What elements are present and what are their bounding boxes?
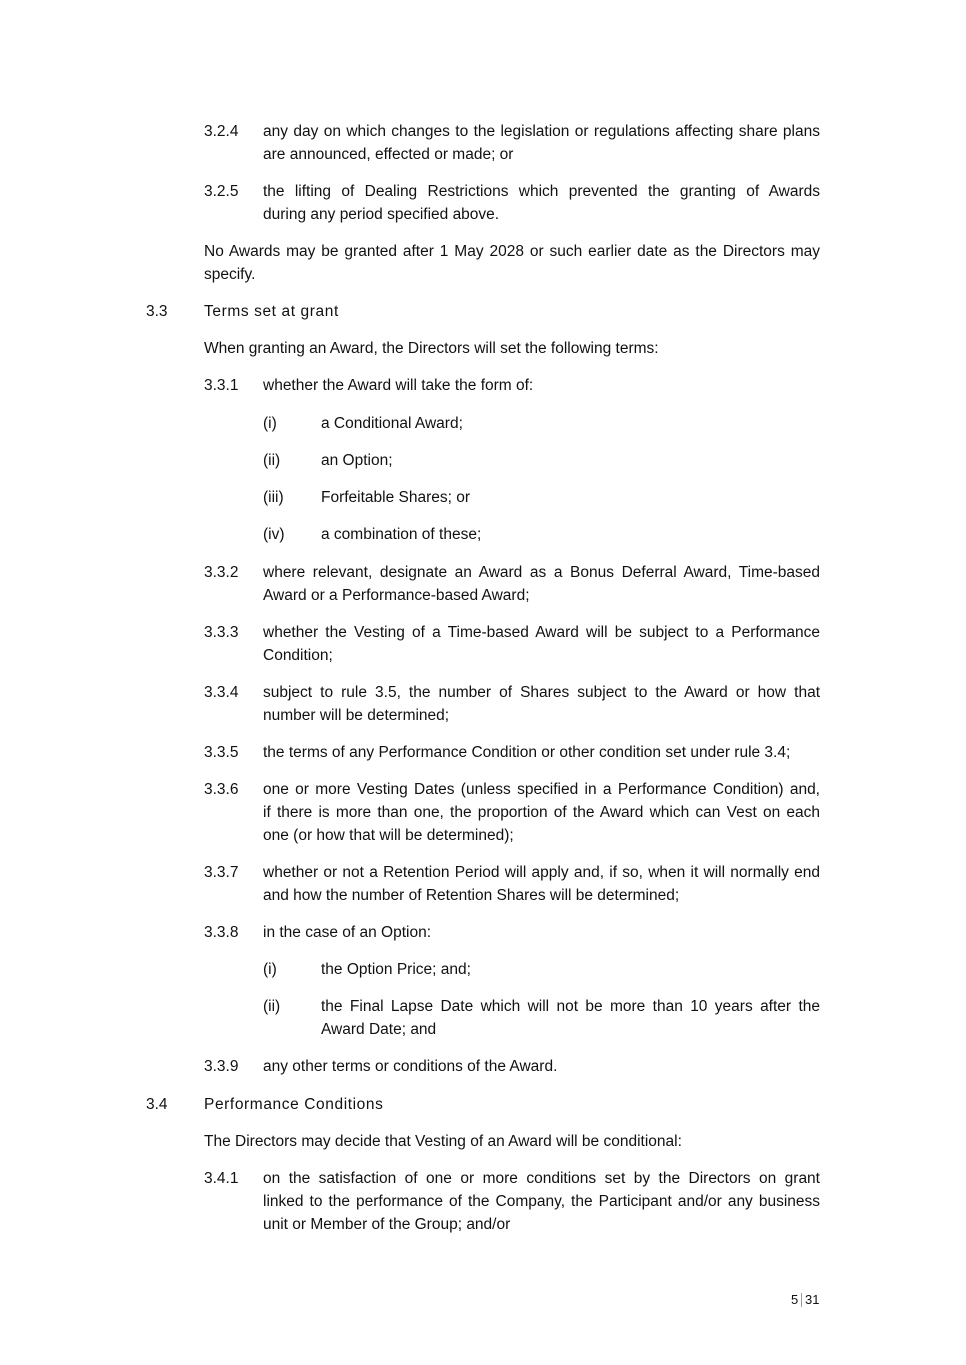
clause-text: the terms of any Performance Condition or other condition set under rule 3.4; [263, 744, 791, 761]
subclause-number: (iv) [263, 526, 285, 543]
section-heading: Terms set at grant [204, 303, 339, 320]
clause-number: 3.3.5 [204, 744, 239, 761]
clause-text: where relevant, designate an Award as a Bonus Deferral Award, Time-based [263, 564, 820, 581]
clause-number: 3.3.3 [204, 624, 239, 641]
clause-number: 3.3.1 [204, 377, 239, 394]
clause-text: one or more Vesting Dates (unless specified in a Performance Condition) and, [263, 781, 820, 798]
clause-number: 3.2.5 [204, 183, 239, 200]
clause-text: any day on which changes to the legislation or regulations affecting share plans [263, 123, 820, 140]
clause-text: if there is more than one, the proportion of the Award which can Vest on each [263, 804, 820, 821]
clause-text: in the case of an Option: [263, 924, 432, 941]
page-total: 31 [805, 1292, 820, 1307]
subclause-text: Award Date; and [321, 1021, 437, 1038]
clause-text: Condition; [263, 647, 333, 664]
subclause-text: the Final Lapse Date which will not be more than 10 years after the [321, 998, 820, 1015]
clause-text: whether the Vesting of a Time-based Award will be subject to a Performance [263, 624, 820, 641]
clause-text: are announced, effected or made; or [263, 146, 514, 163]
clause-text: unit or Member of the Group; and/or [263, 1216, 511, 1233]
clause-text: on the satisfaction of one or more conditions set by the Directors on grant [263, 1170, 820, 1187]
section-heading: Performance Conditions [204, 1096, 384, 1113]
clause-text: whether the Award will take the form of: [263, 377, 534, 394]
clause-text: Award or a Performance-based Award; [263, 587, 530, 604]
subclause-number: (ii) [263, 998, 281, 1015]
subclause-text: an Option; [321, 452, 393, 469]
subclause-number: (ii) [263, 452, 281, 469]
clause-text: during any period specified above. [263, 206, 500, 223]
clause-text: linked to the performance of the Company, the Participant and/or any business [263, 1193, 820, 1210]
clause-text: one (or how that will be determined); [263, 827, 514, 844]
subclause-text: Forfeitable Shares; or [321, 489, 471, 506]
subclause-text: a Conditional Award; [321, 415, 463, 432]
subclause-number: (i) [263, 415, 277, 432]
section-number: 3.3 [146, 303, 168, 320]
subclause-number: (iii) [263, 489, 284, 506]
clause-text: whether or not a Retention Period will apply and, if so, when it will normally end [263, 864, 820, 881]
subclause-text: a combination of these; [321, 526, 482, 543]
subclause-number: (i) [263, 961, 277, 978]
paragraph-text: When granting an Award, the Directors will set the following terms: [204, 340, 659, 357]
clause-number: 3.2.4 [204, 123, 239, 140]
clause-text: and how the number of Retention Shares will be determined; [263, 887, 680, 904]
clause-text: the lifting of Dealing Restrictions which prevented the granting of Awards [263, 183, 820, 200]
clause-number: 3.3.6 [204, 781, 239, 798]
clause-number: 3.4.1 [204, 1170, 239, 1187]
clause-text: subject to rule 3.5, the number of Shares subject to the Award or how that [263, 684, 820, 701]
paragraph-text: specify. [204, 266, 256, 283]
paragraph-text: No Awards may be granted after 1 May 2028 or such earlier date as the Directors may [204, 243, 820, 260]
clause-text: any other terms or conditions of the Award. [263, 1058, 558, 1075]
clause-number: 3.3.2 [204, 564, 239, 581]
subclause-text: the Option Price; and; [321, 961, 471, 978]
page-number-divider [801, 1293, 802, 1307]
clause-number: 3.3.9 [204, 1058, 239, 1075]
section-number: 3.4 [146, 1096, 168, 1113]
page-number: 5 [791, 1292, 799, 1307]
clause-number: 3.3.7 [204, 864, 239, 881]
paragraph-text: The Directors may decide that Vesting of an Award will be conditional: [204, 1133, 682, 1150]
clause-text: number will be determined; [263, 707, 450, 724]
clause-number: 3.3.4 [204, 684, 239, 701]
clause-number: 3.3.8 [204, 924, 239, 941]
